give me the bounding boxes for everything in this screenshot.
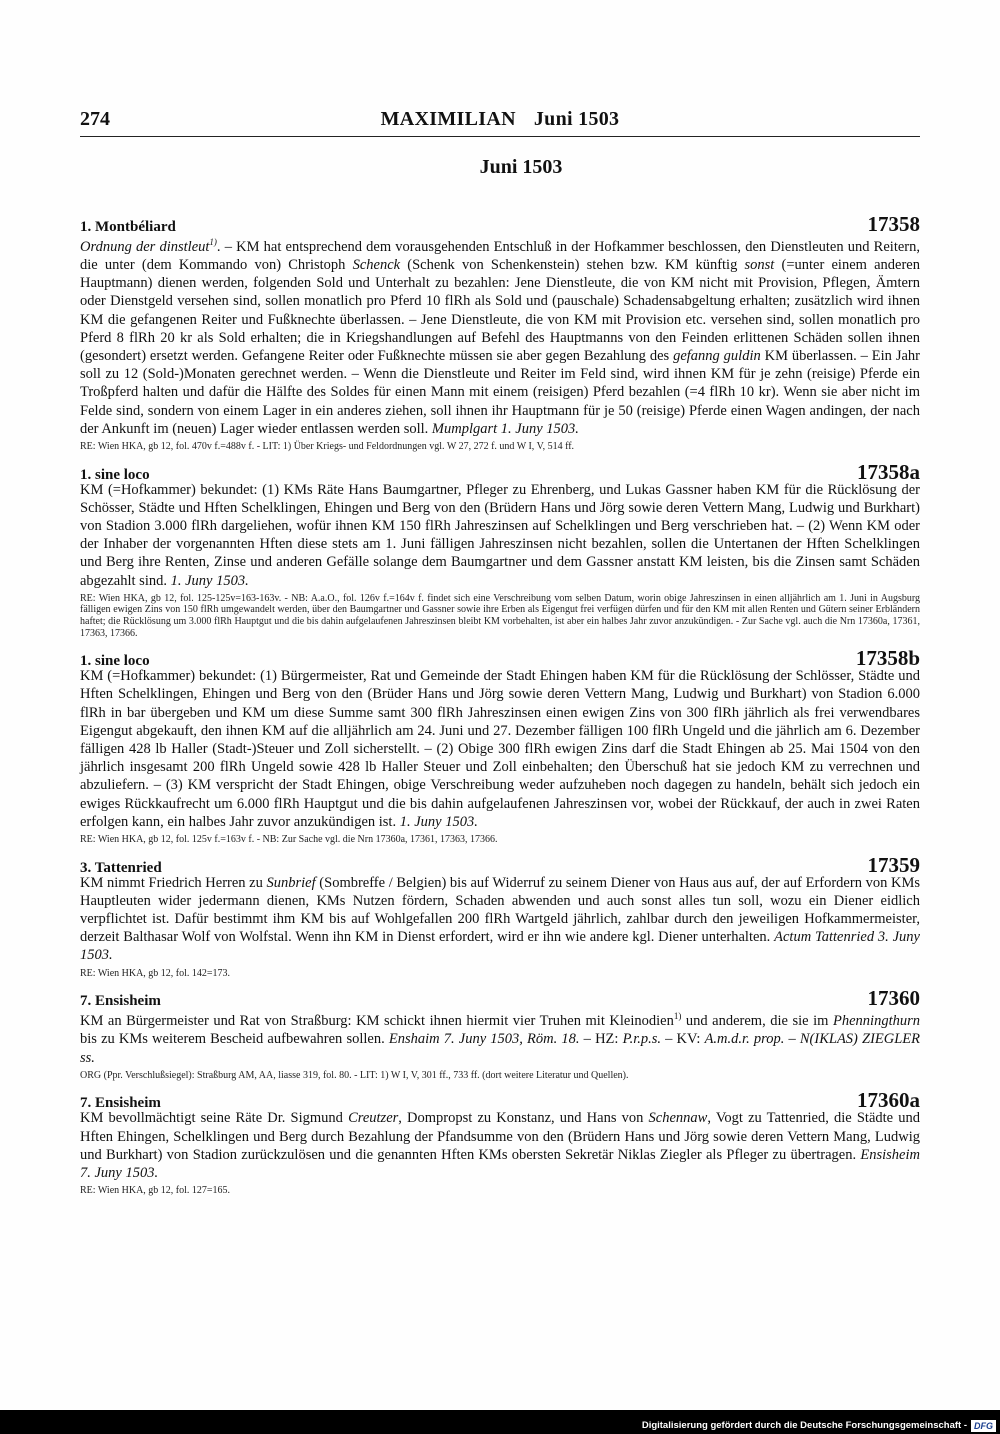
entry-body-run: , Vogt zu Tattenried, die Städte und Hften Ehingen, Schelklingen und Berg durch Bezahlung der Pfandsumme von den (Brüdern Hans und Jörg sowie deren Vettern Mang, Ludwig und Burkhart) von Stadion zurückzulösen und die genannten Hften KMs obersten Sekretär Niklas Ziegler als Pfleger zu übertragen. — [80, 1110, 920, 1163]
entry-body-run: 1) — [673, 1011, 682, 1022]
entry — [80, 1088, 920, 1196]
entry — [80, 212, 920, 453]
entry-body-run: KM an Bürgermeister und Rat von Straßburg: KM schickt ihnen hiermit vier Truhen mit Kleinodien — [80, 1013, 674, 1030]
entry — [80, 986, 920, 1081]
header-rule — [80, 136, 920, 137]
entry-body — [80, 481, 920, 590]
entry-body-italic-run: Sunbrief — [266, 874, 316, 891]
entry-body-italic-run: Enshaim 7. Juny 1503, Röm. 18. — [388, 1031, 580, 1048]
running-head-title: MAXIMILIAN — [380, 108, 516, 130]
entry-body-italic-run: Actum Tattenried 3. Juny 1503. — [80, 929, 920, 964]
entry-place: 7. Ensisheim — [80, 1095, 161, 1112]
entry-body-run: KM überlassen. – Ein Jahr soll zu 12 (Sold-)Monaten gerechnet werden. – Wenn die Dienstleute und Reiter im Feld sind, wird ihnen KM für je zehn (reisige) Pferde ein Troßpferd halten und dafür die Hälfte des Soldes für einen Mann mit einem (reisigen) Pferd bezahlen (=4 flRh 10 kr). Wenn sie aber nicht im Felde sind, sondern von einem Lager in ein anderes ziehen, soll ihnen ihr Hauptmann für je 50 (reisige) Pferde einen Wagen andingen, der nach der Ankunft im (neuen) Lager wieder entlassen werden soll. — [80, 348, 920, 437]
entry-place: 1. sine loco — [80, 466, 150, 483]
entry-body-italic-run: P.r.p.s. — [622, 1031, 661, 1048]
entry-number: 17358 — [867, 212, 920, 236]
entry — [80, 646, 920, 845]
entry-body-run: – HZ: — [579, 1031, 623, 1048]
entry-body-italic-run: Schenck — [352, 257, 401, 274]
entry-body-italic-run: Mumplgart 1. Juny 1503. — [431, 420, 579, 437]
entry-source: RE: Wien HKA, gb 12, fol. 125-125v=163-163v. - NB: A.a.O., fol. 126v f.=164v f. findet sich eine Verschreibung vom selben Datum, worin obige Jahreszinsen in einen alljährlich am 1. Juni in Augsburg fälligen ewigen Zins von 150 flRh umgewandelt werden, über den Baumgartner und Gassner sowie ihre Erben als Eigengut frei verfügen dürfen und für den KM mit allen Renten und Gütern seiner Erbländern haftet; die Rücklösung um 3.000 flRh Hauptgut und die bis dahin aufgelaufenen Jahreszinsen bleibt KM vorbehalten, ist aber ein halbes Jahr zuvor anzukündigen. - Zur Sache vgl. auch die Nrn 17360a, 17361, 17363, 17366. — [80, 592, 920, 639]
entry-place: 1. Montbéliard — [80, 219, 176, 235]
entry-body-run: KM (=Hofkammer) bekundet: (1) Bürgermeister, Rat und Gemeinde der Stadt Ehingen haben KM für die Rücklösung der Schlösser, Städte und Hften Schelklingen, Ehingen und Berg von den (Brüder Hans und Jörg sowie deren Vettern Mang, Ludwig und Burkhart) von Stadion 6.000 flRh in bar übergeben und KM um diese Summe samt 300 flRh Jahreszinsen einen ewigen Zins von 300 flRh jährlich als frei verwendbares Eigengut abgekauft, den ihnen KM auf die alljährlich am 24. Juni und 27. Dezember fälligen 100 flRh Ungeld und die jährlich am 6. Dezember fälligen 428 lb Haller (Stadt-)Steuer und Zoll sicherstellt. – (2) Obige 300 flRh ewigen Zins darf die Stadt Ehingen ab 25. Mai 1504 von den jährlich insgesamt 200 flRh Ungeld sowie 428 lb Haller Steuer und Zoll einbehalten; den Überschuß hat sie jedoch KM zu verrechnen und abzuliefern. – (3) KM verspricht der Stadt Ehingen, obige Verschreibung weder aufzuheben noch dagegen zu handeln, behält sich jedoch ein ewiges Rückkaufrecht um 6.000 flRh Hauptgut und die bis dahin aufgelaufenen Jahreszinsen vor, wobei der Rückkauf, der auch in zwei Raten erfolgen kann, ein halbes Jahr zuvor anzukündigen ist. — [80, 668, 920, 830]
entry-body-run: – — [784, 1031, 800, 1048]
entry-body-run: (=unter einem anderen Hauptmann) dienen werden, folgenden Sold und Unterhalt zu bezahlen: Jene Dienstleute, die von KM nicht mit Provision, Pflegen, Ämtern oder Dienstgeld versehen sind, sollen monatlich pro Pferd 10 flRh als Sold und (pauschale) Schadensabgeltung erhalten; zusätzlich wird ihnen KM die gefangenen Reiter und Fußknechte überlassen. – Jene Dienstleute, die von KM mit Provision etc. versehen sind, sollen monatlich pro Pferd 8 flRh 20 kr als Sold erhalten; die in Kriegshandlungen auf Befehl des Hauptmanns von den Feinden erlittenen Schäden sollen ihnen (gesondert) ersetzt werden. Gefangene Reiter oder Fußknechte müssen sie aber gegen Bezahlung des — [80, 257, 920, 365]
entry-number: 17358a — [857, 459, 920, 484]
entry-body-run: . – KM hat entsprechend dem vorausgehenden Entschluß in der Hofkammer beschlossen, den Dienstleuten und Reitern, die unter (dem Kommando von) Christoph — [80, 238, 920, 274]
entry-body-italic-run: gefanng guldin — [673, 348, 761, 365]
page-number: 274 — [80, 108, 110, 130]
entry-body-run: bis zu KMs weiterem Bescheid aufbewahren sollen. — [80, 1031, 389, 1048]
entry-body-italic-run: N(IKLAS) ZIEGLER ss. — [80, 1031, 921, 1066]
entry-body-run: KM (=Hofkammer) bekundet: (1) KMs Räte Hans Baumgartner, Pfleger zu Ehrenberg, und Lukas Gassner haben KM für die Rücklösung der Schösser, Städte und Hften Schelklingen, Ehingen und Berg von den (Brüdern Hans und Jörg sowie deren Vettern Mang, Ludwig und Burkhart) von Stadion 3.000 flRh dargeliehen, wofür ihnen KM 150 flRh Jahreszinsen auf Schelklingen und Berg verschrieben hat. – (2) Wenn KM oder der Inhaber der vorgenannten Hften diese stets am 1. Juni fälligen Jahreszinsen nicht bezahlen, sollen die Untertanen der Hften Schelklingen und Berg ihre Renten, Zinse und anderen Gefälle solange dem Baumgartner und dem Gassner anstatt KM leisten, bis die Zinsen samt Schäden abgezahlt sind. — [80, 481, 920, 589]
entry-source: RE: Wien HKA, gb 12, fol. 127=165. — [80, 1185, 231, 1197]
entry — [80, 853, 920, 980]
entry-head — [80, 646, 920, 671]
entry-body-italic-run: sonst — [744, 257, 775, 274]
entry-source: RE: Wien HKA, gb 12, fol. 142=173. — [80, 967, 231, 979]
digitization-footer — [642, 1419, 996, 1432]
entry-body — [80, 667, 920, 831]
entry-number: 17360 — [867, 986, 920, 1011]
entry-number: 17358b — [855, 646, 920, 671]
entry — [80, 460, 920, 640]
entry-body — [80, 233, 920, 438]
entry-source: RE: Wien HKA, gb 12, fol. 470v f.=488v f. - LIT: 1) Über Kriegs- und Feldordnungen vgl. W 27, 272 f. und W I, V, 514 ff. — [80, 441, 575, 453]
entry-head — [80, 986, 920, 1011]
entry-body — [80, 1109, 920, 1182]
entry-body-run: , Dompropst zu Konstanz, und Hans von — [398, 1110, 649, 1127]
entry-body — [80, 874, 920, 965]
running-head-date: Juni 1503 — [533, 108, 620, 130]
entry-head — [80, 212, 920, 236]
entry-body-italic-run: 1. Juny 1503. — [399, 813, 478, 830]
footer-credit: Digitalisierung gefördert durch die Deutsche Forschungsgemeinschaft - — [641, 1420, 967, 1431]
entry-source: ORG (Ppr. Verschlußsiegel): Straßburg AM, AA, liasse 319, fol. 80. - LIT: 1) W I, V, 301 ff., 733 ff. (dort weitere Literatur und Quellen). — [80, 1069, 629, 1081]
entry-place: 7. Ensisheim — [80, 993, 161, 1010]
entry-number: 17360a — [857, 1088, 920, 1113]
running-head — [80, 108, 920, 131]
entry-source: RE: Wien HKA, gb 12, fol. 125v f.=163v f. - NB: Zur Sache vgl. die Nrn 17360a, 17361, 17363, 17366. — [80, 834, 498, 846]
entry-body-italic-run: Schennaw — [648, 1110, 708, 1127]
entry-body-run: (Sombreffe / Belgien) bis auf Widerruf zu seinem Diener von Haus aus auf, der auf Erfordern von KMs Hauptleuten wider jedermann dienen, KMs Nutzen fördern, Schaden abwenden und auch sonst alles tun soll, wozu ein Diener eidlich verpflichtet ist. Dafür bestimmt ihm KM bis auf Wohlgefallen 200 flRh Wartgeld jährlich, zahlbar durch den jeweiligen Hofkammermeister, derzeit Balthasar Wolf von Wolfstal. Wenn ihn KM in Dienst erfordert, wird er ihn wie andere kgl. Diener unterhalten. — [80, 874, 920, 946]
entry-body-italic-run: A.m.d.r. prop. — [704, 1031, 785, 1048]
entry-head — [80, 852, 920, 877]
entry-head — [80, 1088, 920, 1113]
entry-place: 3. Tattenried — [80, 859, 162, 876]
entry-body-italic-run: Ordnung der dinstleut — [80, 238, 210, 255]
entry-body-run: KM nimmt Friedrich Herren zu — [80, 874, 267, 891]
entry-head — [80, 459, 920, 484]
entry-body-italic-run: 1. Juny 1503. — [170, 572, 249, 589]
section-title: Juni 1503 — [479, 156, 563, 178]
entry-body-run: – KV: — [661, 1031, 705, 1048]
page-header — [80, 108, 920, 136]
entries-list — [80, 212, 920, 1204]
entry-body — [80, 1007, 920, 1066]
dfg-logo: DFG — [971, 1420, 996, 1432]
entry-place: 1. sine loco — [80, 653, 150, 670]
entry-body-run: KM bevollmächtigt seine Räte Dr. Sigmund — [80, 1110, 349, 1127]
entry-number: 17359 — [867, 852, 920, 877]
entry-body-italic-run: 1) — [209, 237, 217, 247]
entry-body-italic-run: Ensisheim 7. Juny 1503. — [80, 1146, 920, 1181]
entry-body-italic-run: Creutzer — [348, 1110, 399, 1127]
entry-body-italic-run: Phenningthurn — [833, 1013, 920, 1030]
entry-body-run: (Schenk von Schenkenstein) stehen bzw. KM künftig — [400, 257, 745, 274]
entry-body-run: und anderem, die sie im — [681, 1013, 833, 1030]
